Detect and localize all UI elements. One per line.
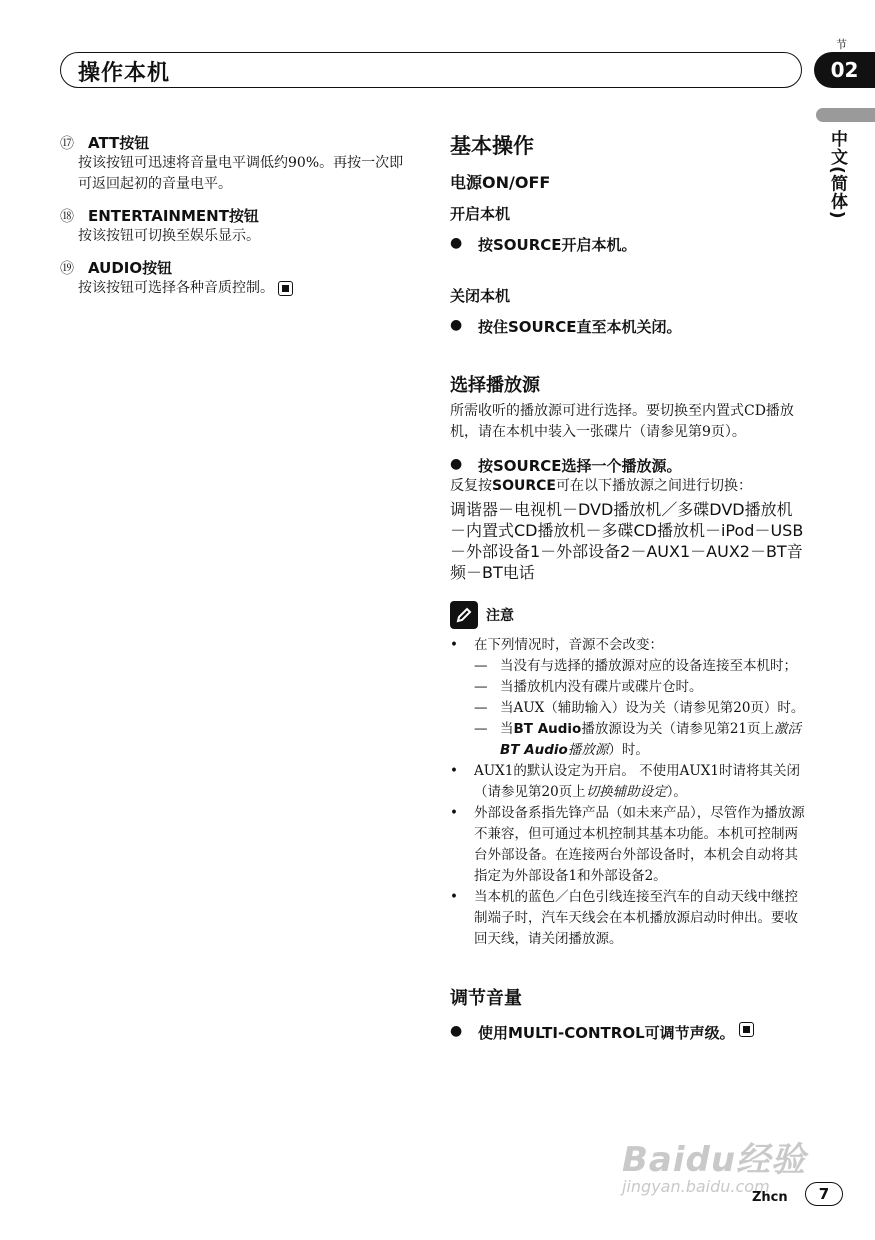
text-span-bold: SOURCE	[492, 478, 556, 494]
note-text	[500, 719, 805, 761]
end-mark-icon	[278, 281, 293, 296]
note-item	[450, 761, 805, 803]
note-subitem	[450, 698, 805, 719]
note-text: 在下列情况时，音源不会改变：	[474, 637, 663, 653]
item-title: ENTERTAINMENT按钮	[88, 207, 259, 225]
text-span: AUX1的默认设定为开启。 不使用AUX1时请将其关闭（请参见第20页上	[474, 763, 800, 800]
text-span: ）时。	[608, 742, 649, 758]
note-subitem	[450, 677, 805, 698]
text-span-bold-italic: BT Audio	[500, 742, 568, 758]
note-item	[450, 635, 805, 656]
text-span: 播放源设为关（请参见第21页上	[581, 721, 775, 737]
text-span-italic: 切换辅助设定	[585, 784, 667, 800]
note-text: 当播放机内没有碟片或碟片仓时。	[500, 679, 703, 695]
page-number: 7	[805, 1182, 843, 1206]
watermark-logo-text: Baidu经验	[622, 1140, 807, 1180]
source-repeat-text	[450, 476, 805, 497]
item-description-text: 按该按钮可选择各种音质控制。	[78, 280, 274, 296]
list-item-entertainment	[60, 205, 410, 247]
turn-on-step	[450, 234, 805, 255]
note-item	[450, 803, 805, 887]
bullet-icon: ●	[450, 1023, 463, 1039]
step-text: 按SOURCE选择一个播放源。	[478, 457, 682, 475]
note-text: 当没有与选择的播放源对应的设备连接至本机时；	[500, 658, 797, 674]
turn-off-step	[450, 316, 805, 337]
basic-operations-heading: 基本操作	[450, 134, 534, 158]
note-subitem	[450, 719, 805, 761]
text-span: ）。	[666, 784, 687, 800]
section-number-badge: 02	[814, 52, 875, 88]
section-label: 节	[836, 38, 847, 51]
footer-language: Zhcn	[752, 1190, 788, 1205]
dash-icon: —	[474, 700, 488, 716]
bullet-icon: •	[450, 889, 458, 905]
text-span: 反复按	[450, 478, 492, 494]
item-title: ATT按钮	[88, 134, 150, 152]
item-number: ⑰	[60, 136, 74, 152]
watermark-url: jingyan.baidu.com	[622, 1177, 770, 1196]
volume-step	[450, 1022, 805, 1043]
text-span-italic: 播放源	[567, 742, 609, 758]
note-text: 当本机的蓝色／白色引线连接至汽车的自动天线中继控制端子时，汽车天线会在本机播放源启动时伸出。要收回天线，请关闭播放源。	[474, 889, 798, 947]
item-description: 按该按钮可迅速将音量电平调低约90%。再按一次即可返回起初的音量电平。	[78, 155, 404, 192]
item-description	[60, 278, 410, 299]
turn-on-heading: 开启本机	[450, 205, 511, 223]
text-span-italic: 激活	[774, 721, 802, 737]
note-text	[474, 761, 805, 803]
source-sequence: 调谐器－电视机－DVD播放机／多碟DVD播放机－内置式CD播放机－多碟CD播放机－iPod－USB－外部设备1－外部设备2－AUX1－AUX2－BT音频－BT电话	[450, 500, 804, 582]
step-text: 使用MULTI-CONTROL可调节声级。	[478, 1024, 735, 1042]
note-item	[450, 887, 805, 950]
right-column	[450, 130, 805, 1043]
turn-off-heading: 关闭本机	[450, 287, 511, 305]
bullet-icon: •	[450, 637, 458, 653]
select-source-heading: 选择播放源	[450, 375, 540, 396]
notes-list	[450, 635, 805, 950]
item-title: AUDIO按钮	[88, 259, 173, 277]
dash-icon: —	[474, 721, 488, 737]
item-number: ⑱	[60, 209, 74, 225]
bullet-icon: ●	[450, 317, 463, 333]
source-intro: 所需收听的播放源可进行选择。要切换至内置式CD播放机，请在本机中装入一张碟片（请参见第9页）。	[450, 403, 794, 440]
left-column	[60, 132, 410, 309]
note-text: 外部设备系指先锋产品（如未来产品），尽管作为播放源不兼容，但可通过本机控制其基本功能。本机可控制两台外部设备。在连接两台外部设备时，本机会自动将其指定为外部设备1和外部设备2。	[474, 805, 805, 884]
bullet-icon: •	[450, 763, 458, 779]
header-bar	[60, 52, 802, 88]
note-heading	[450, 601, 805, 629]
step-text: 按SOURCE开启本机。	[478, 236, 637, 254]
power-heading: 电源ON/OFF	[450, 173, 551, 192]
watermark	[622, 1132, 806, 1196]
item-description: 按该按钮可切换至娱乐显示。	[78, 228, 260, 244]
step-text: 按住SOURCE直至本机关闭。	[478, 318, 682, 336]
note-title: 注意	[486, 608, 514, 624]
end-mark-icon	[739, 1022, 754, 1037]
bullet-icon: ●	[450, 235, 463, 251]
language-label: 中文(简体)	[827, 130, 847, 220]
volume-heading: 调节音量	[450, 988, 522, 1009]
text-span: 当	[500, 721, 514, 737]
bullet-icon: ●	[450, 456, 463, 472]
dash-icon: —	[474, 679, 488, 695]
dash-icon: —	[474, 658, 488, 674]
item-number: ⑲	[60, 261, 74, 277]
pencil-icon	[450, 601, 478, 629]
page-title: 操作本机	[78, 61, 171, 86]
language-tab-bar	[816, 108, 875, 122]
note-text: 当AUX（辅助输入）设为关（请参见第20页）时。	[500, 700, 805, 716]
text-span: 可在以下播放源之间进行切换：	[555, 478, 752, 494]
list-item-att	[60, 132, 410, 195]
source-step	[450, 455, 805, 476]
bullet-icon: •	[450, 805, 458, 821]
list-item-audio	[60, 257, 410, 299]
text-span-bold: BT Audio	[513, 721, 582, 737]
note-subitem	[450, 656, 805, 677]
